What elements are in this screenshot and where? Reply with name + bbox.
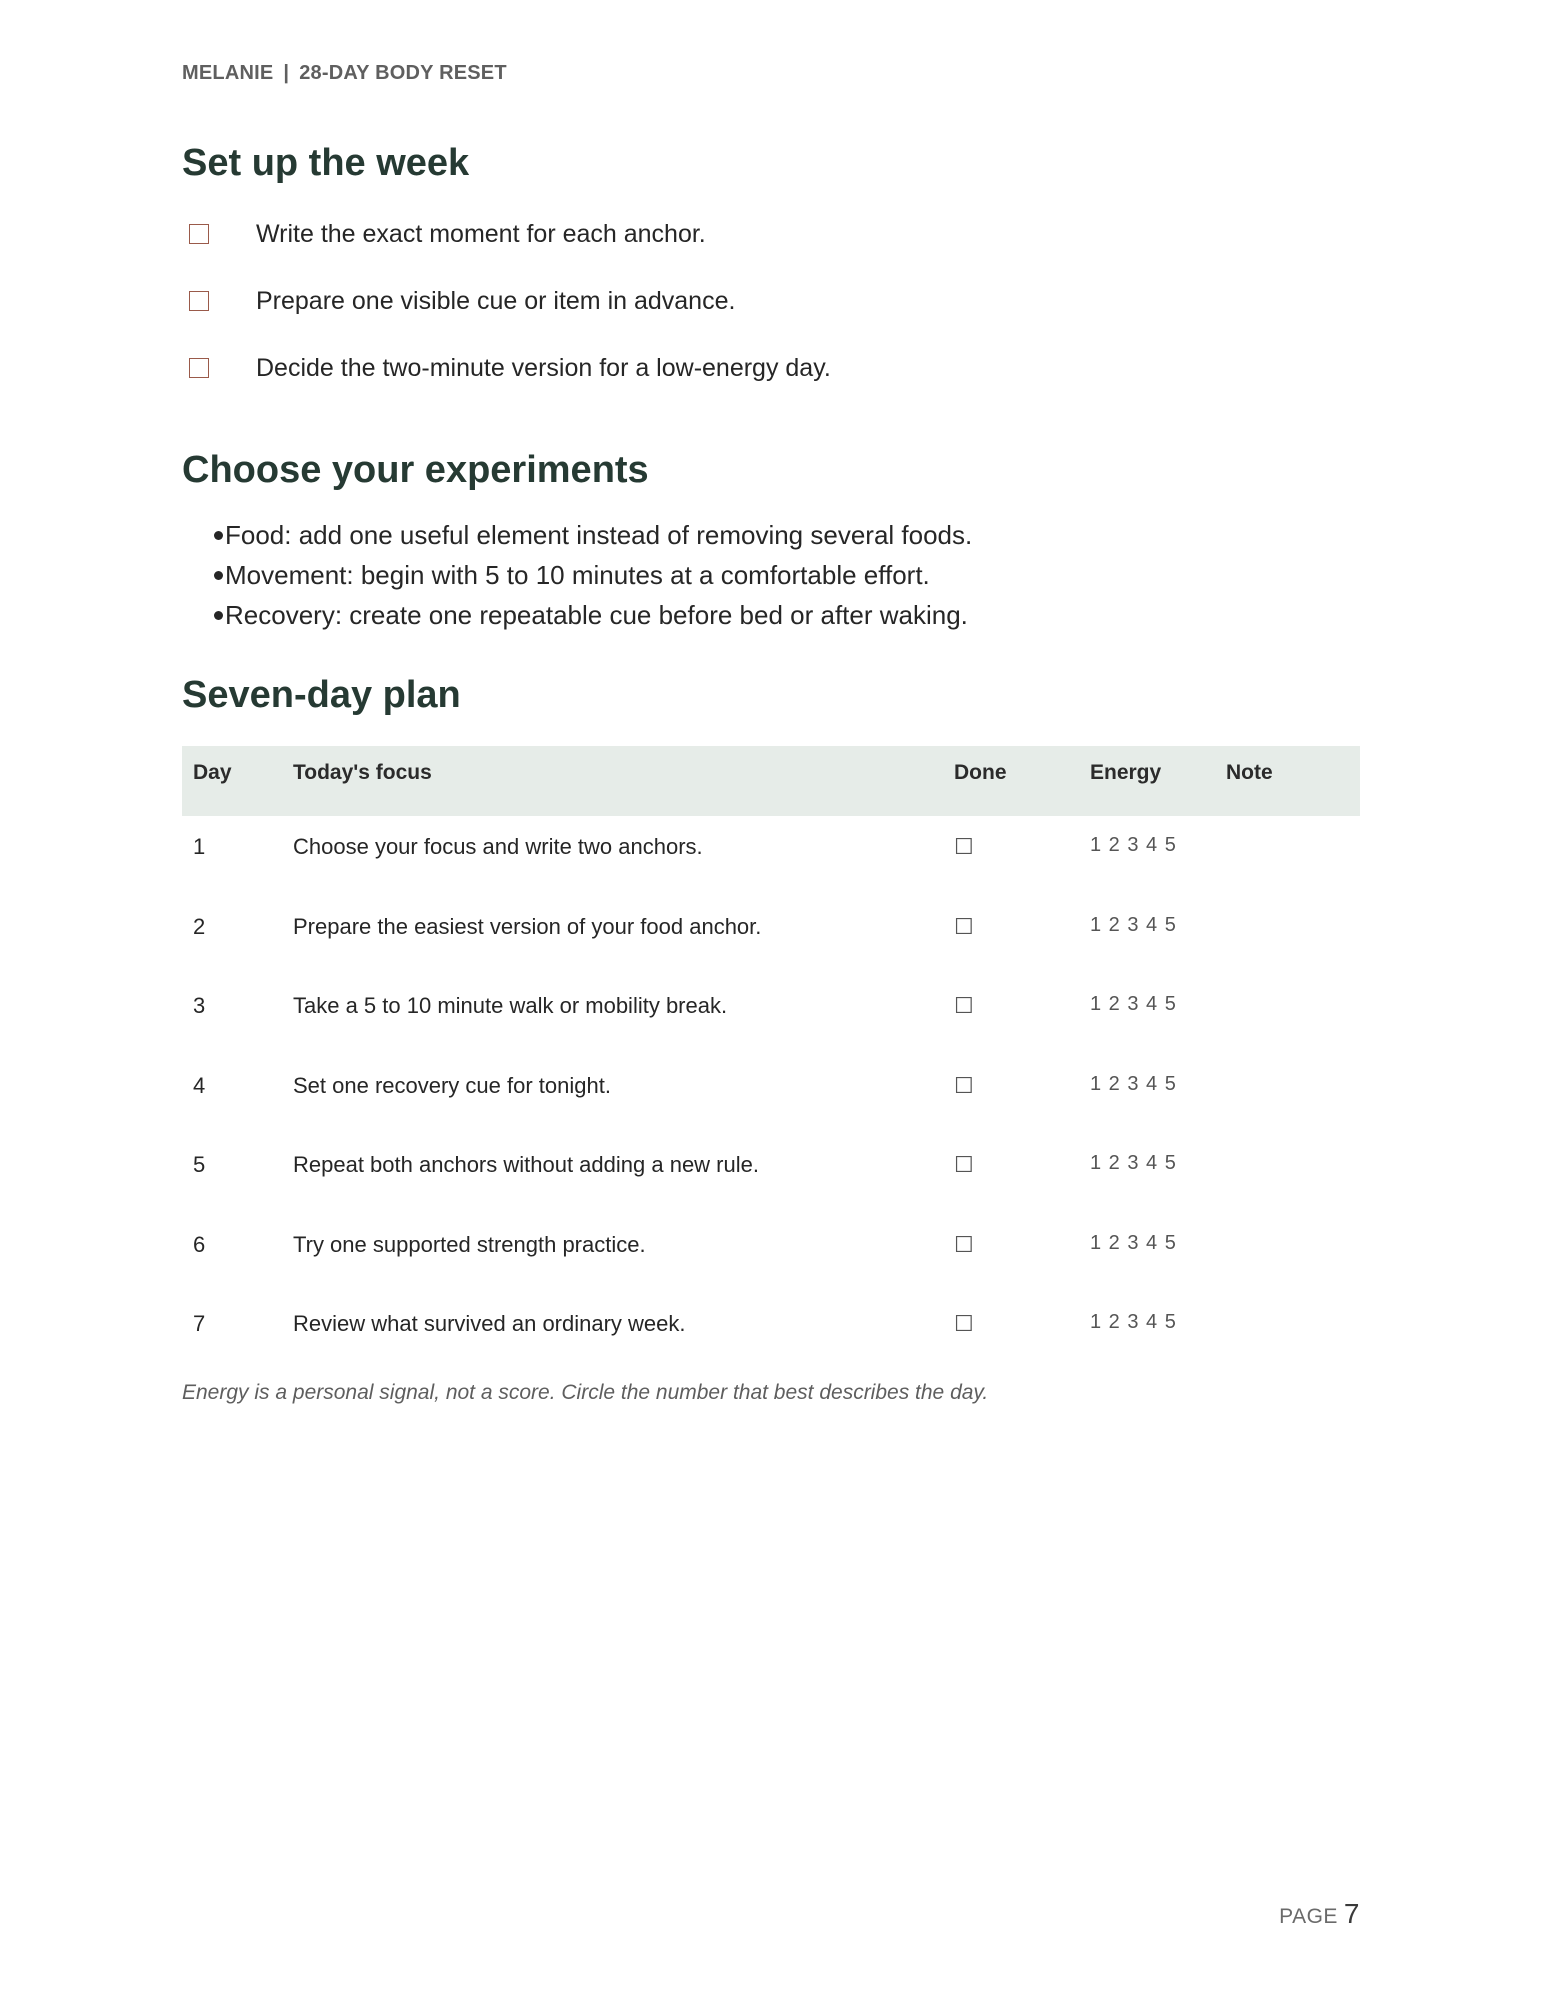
energy-scale[interactable]: 1 2 3 4 5 bbox=[1090, 1152, 1177, 1174]
note-cell[interactable] bbox=[1215, 1232, 1360, 1312]
checklist-item bbox=[182, 287, 831, 354]
list-item-text: Food: add one useful element instead of removing several foods. bbox=[225, 520, 973, 550]
column-header-note: Note bbox=[1215, 746, 1360, 816]
list-item-text: Movement: begin with 5 to 10 minutes at a comfortable effort. bbox=[225, 560, 930, 590]
checklist-item-text: Prepare one visible cue or item in advance. bbox=[256, 287, 736, 315]
energy-scale[interactable]: 1 2 3 4 5 bbox=[1090, 1311, 1177, 1333]
experiments-heading: Choose your experiments bbox=[182, 449, 649, 491]
bullet-icon bbox=[214, 571, 223, 580]
day-cell: 2 bbox=[193, 913, 206, 939]
header-name: MELANIE bbox=[182, 62, 274, 84]
page-number-value: 7 bbox=[1343, 1898, 1360, 1929]
column-header-energy: Energy bbox=[1079, 746, 1215, 816]
table-header-row bbox=[182, 746, 1360, 816]
done-checkbox[interactable]: ☐ bbox=[954, 993, 974, 1018]
table-row bbox=[182, 816, 1360, 914]
list-item bbox=[214, 520, 972, 560]
list-item bbox=[214, 600, 972, 640]
focus-cell: Take a 5 to 10 minute walk or mobility break. bbox=[293, 993, 728, 1018]
day-cell: 5 bbox=[193, 1152, 206, 1177]
setup-heading: Set up the week bbox=[182, 142, 470, 184]
header-program: 28-DAY BODY RESET bbox=[299, 62, 507, 84]
done-checkbox[interactable]: ☐ bbox=[954, 1311, 974, 1336]
checklist-item bbox=[182, 354, 831, 421]
column-header-day: Day bbox=[182, 746, 282, 816]
done-checkbox[interactable]: ☐ bbox=[954, 913, 974, 939]
day-cell: 6 bbox=[193, 1231, 206, 1257]
list-item bbox=[214, 560, 972, 600]
focus-cell: Try one supported strength practice. bbox=[293, 1231, 646, 1257]
setup-checklist bbox=[182, 220, 831, 421]
day-cell: 7 bbox=[193, 1311, 206, 1336]
experiments-list bbox=[214, 520, 972, 640]
energy-scale[interactable]: 1 2 3 4 5 bbox=[1090, 1231, 1177, 1254]
done-checkbox[interactable]: ☐ bbox=[954, 834, 974, 859]
table-row bbox=[182, 1311, 1360, 1391]
done-checkbox[interactable]: ☐ bbox=[954, 1152, 974, 1177]
plan-footnote: Energy is a personal signal, not a score. Circle the number that best describes the day. bbox=[182, 1381, 989, 1404]
note-cell[interactable] bbox=[1215, 1073, 1360, 1153]
checklist-item-text: Write the exact moment for each anchor. bbox=[256, 220, 706, 248]
checklist-item-text: Decide the two-minute version for a low-energy day. bbox=[256, 354, 831, 382]
focus-cell: Set one recovery cue for tonight. bbox=[293, 1072, 611, 1098]
list-item-text: Recovery: create one repeatable cue before bed or after waking. bbox=[225, 600, 968, 630]
checkbox-icon[interactable] bbox=[189, 358, 209, 378]
table-body bbox=[182, 816, 1360, 1391]
running-header bbox=[182, 62, 507, 85]
note-cell[interactable] bbox=[1215, 993, 1360, 1073]
column-header-done: Done bbox=[943, 746, 1079, 816]
page-number bbox=[1279, 1898, 1360, 1930]
table-row bbox=[182, 1073, 1360, 1153]
checkbox-icon[interactable] bbox=[189, 224, 209, 244]
header-separator: | bbox=[283, 62, 290, 84]
seven-day-plan-table bbox=[182, 746, 1360, 1391]
note-cell[interactable] bbox=[1215, 1311, 1360, 1391]
energy-scale[interactable]: 1 2 3 4 5 bbox=[1090, 993, 1177, 1015]
note-cell[interactable] bbox=[1215, 816, 1360, 914]
bullet-icon bbox=[214, 611, 223, 620]
day-cell: 4 bbox=[193, 1072, 206, 1098]
table-row bbox=[182, 993, 1360, 1073]
note-cell[interactable] bbox=[1215, 1152, 1360, 1232]
done-checkbox[interactable]: ☐ bbox=[954, 1231, 974, 1257]
plan-heading: Seven-day plan bbox=[182, 674, 461, 716]
focus-cell: Review what survived an ordinary week. bbox=[293, 1311, 686, 1336]
energy-scale[interactable]: 1 2 3 4 5 bbox=[1090, 1072, 1177, 1095]
page-label: PAGE bbox=[1279, 1905, 1338, 1928]
day-cell: 3 bbox=[193, 993, 206, 1018]
energy-scale[interactable]: 1 2 3 4 5 bbox=[1090, 913, 1177, 936]
column-header-focus: Today's focus bbox=[282, 746, 943, 816]
focus-cell: Repeat both anchors without adding a new rule. bbox=[293, 1152, 759, 1177]
energy-scale[interactable]: 1 2 3 4 5 bbox=[1090, 834, 1177, 856]
day-cell: 1 bbox=[193, 834, 206, 859]
table-row bbox=[182, 914, 1360, 994]
focus-cell: Prepare the easiest version of your food anchor. bbox=[293, 913, 762, 939]
note-cell[interactable] bbox=[1215, 914, 1360, 994]
focus-cell: Choose your focus and write two anchors. bbox=[293, 834, 703, 859]
table-row bbox=[182, 1152, 1360, 1232]
checkbox-icon[interactable] bbox=[189, 291, 209, 311]
bullet-icon bbox=[214, 531, 223, 540]
done-checkbox[interactable]: ☐ bbox=[954, 1072, 974, 1098]
table-row bbox=[182, 1232, 1360, 1312]
checklist-item bbox=[182, 220, 831, 287]
